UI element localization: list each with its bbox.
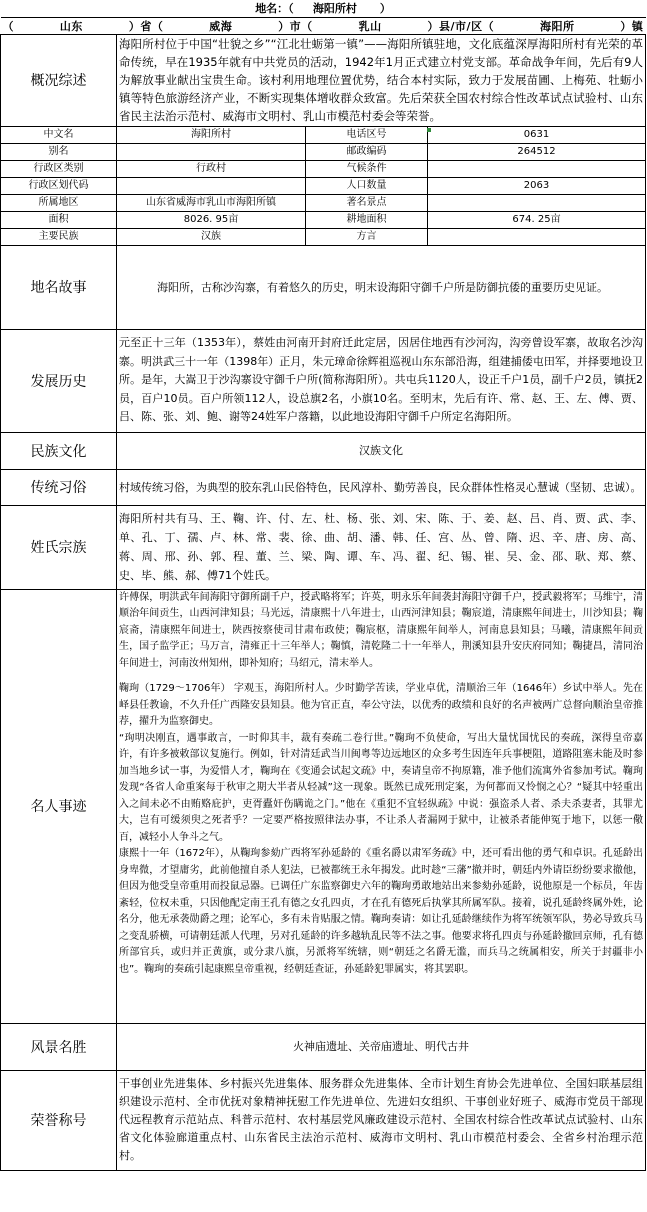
info-label: 人口数量: [306, 177, 428, 194]
place-story-label: 地名故事: [1, 245, 117, 329]
info-value: [117, 143, 306, 160]
cell-marker: [427, 128, 431, 132]
place-story-row: [1, 245, 646, 329]
title-row: [1, 0, 646, 17]
loc-town: 海阳所: [540, 19, 575, 33]
info-label: 中文名: [1, 126, 117, 143]
loc-province: 山东: [59, 19, 83, 33]
info-row: [1, 194, 646, 211]
info-value: 山东省威海市乳山市海阳所镇: [117, 194, 306, 211]
ethnic-culture-row: [1, 432, 646, 469]
location-row: [1, 17, 646, 34]
ethnic-culture-label: 民族文化: [1, 432, 117, 469]
info-label: 主要民族: [1, 228, 117, 245]
surnames-label: 姓氏宗族: [1, 505, 117, 589]
scenic-row: [1, 1023, 646, 1070]
info-label: 别名: [1, 143, 117, 160]
loc-town-sep: ）镇: [620, 19, 644, 33]
notables-text: [117, 589, 646, 1023]
info-value: 海阳所村: [117, 126, 306, 143]
ethnic-culture-text: 汉族文化: [117, 432, 646, 469]
info-value: 0631: [428, 126, 646, 143]
loc-open: （: [2, 19, 14, 33]
surnames-text: 海阳所村共有马、王、鞠、许、付、左、杜、杨、张、刘、宋、陈、于、姜、赵、吕、肖、贾、武、李、单、孔、丁、孺、卢、林、常、裴、徐、曲、胡、潘、韩、任、宫、丛、曾、隋、迟、辛、唐、房、高、蒋、周、邢、孙、郭、程、董、兰、梁、陶、谭、车、冯、翟、纪、锡、崔、吴、金、邵、耿、郑、蔡、史、毕、熊、郝、傅71个姓氏。: [117, 505, 646, 589]
place-name: 海阳所村: [312, 2, 357, 16]
notable-paragraph: 许傅保，明洪武年间海阳守御所副千户，授武略将军；许英，明永乐年间袭封海阳守御千户，授武毅将军；马维宁，清顺治年间贡生，山西河津知县；马光远，清康熙十八年进士，山西河津知县；鞠宸道，清康熙年间进士，川沙知县；鞠宸斋，清康熙年间进士，陕西按察使司甘肃布政使；鞠宸枢，清康熙年间举人，河南息县知县；马曦，清康熙年间贡生，国子监学正；马万言，清雍正十三年举人；鞠慎，清乾隆二十一年举人，荆溪知县升安庆府同知；鞠捷昌，清同治年间进士，河南汝州知州，即补知府；马绍元，清末举人。: [119, 591, 644, 669]
customs-text: 村域传统习俗，为典型的胶东乳山民俗特色，民风淳朴、勤劳善良，民众群体性格灵心慧诚（坚韧、忠诚）。: [117, 469, 646, 505]
scenic-label: 风景名胜: [1, 1023, 117, 1070]
notable-paragraph: 鞠珣（1729～1706年） 字观玉，海阳所村人。少时勤学苦读，学业卓优，清顺治三年（1646年）乡试中举人。先在峄县任教谕，不久升任广西隆安县知县。他为官正直，奉公守法，以优秀的政绩和良好的名声被两广总督向顺治皇帝推荐，擢升为监察御史。: [119, 683, 644, 727]
info-row: [1, 126, 646, 143]
customs-row: [1, 469, 646, 505]
info-value: [117, 177, 306, 194]
info-value: [428, 228, 646, 245]
info-label: 电话区号: [306, 126, 428, 143]
loc-province-sep: ）省（: [128, 19, 164, 33]
overview-row: [1, 34, 646, 126]
place-story-text: 海阳所，古称沙沟寨，有着悠久的历史，明末设海阳守御千户所是防御抗倭的重要历史见证。: [117, 245, 646, 329]
loc-county-sep: ）县/市/区（: [427, 19, 495, 33]
info-row: [1, 177, 646, 194]
info-label: 邮政编码: [306, 143, 428, 160]
honors-text: 干事创业先进集体、乡村振兴先进集体、服务群众先进集体、全市计划生育协会先进单位、全国妇联基层组织建设示范村、全市优抚对象精神抚慰工作先进单位、先进妇女组织、干事创业好班子、威海市党员干部现代远程教育示范站点、科普示范村、农村基层党风廉政建设示范村、全国农村综合性改革试点试验村、山东省文化体验廊道重点村、山东省民主法治示范村、威海市文明村、乳山市模范村委会、全省乡村治理示范村。: [117, 1070, 646, 1170]
info-label: 著名景点: [306, 194, 428, 211]
surnames-row: [1, 505, 646, 589]
honors-row: [1, 1070, 646, 1170]
location-line: [1, 17, 646, 34]
notables-label: 名人事迹: [1, 589, 117, 1023]
customs-label: 传统习俗: [1, 469, 117, 505]
loc-city: 威海: [209, 19, 233, 33]
info-label: 气候条件: [306, 160, 428, 177]
info-label: 耕地面积: [306, 211, 428, 228]
history-label: 发展历史: [1, 329, 117, 432]
scenic-text: 火神庙遗址、关帝庙遗址、明代古井: [117, 1023, 646, 1070]
info-label: 行政区类别: [1, 160, 117, 177]
info-row: [1, 160, 646, 177]
info-value: [428, 160, 646, 177]
history-text: 元至正十三年（1353年），蔡姓由河南开封府迁此定居，因居住地西有沙河沟，沟旁曾设军寨，故取名沙沟寨。明洪武三十一年（1398年）正月，朱元璋命徐辉祖巡视山东东部沿海，组建捕倭屯田军，并择要地设卫所。是年，大嵩卫于沙沟寨设守御千户所(简称海阳所）。共屯兵1120人，设正千户1员，副千户2员，镇抚2员，百户10员。百户所领112人，设总旗2名，小旗10名。至明末，先后有许、常、赵、王、左、傅、贾、吕、陈、张、刘、鲍、谢等24姓军户落籍，以此地设海阳守御千户所定名海阳所。: [117, 329, 646, 432]
info-value: 674. 25亩: [428, 211, 646, 228]
info-row: [1, 143, 646, 160]
title-prefix: 地名：（: [255, 2, 294, 16]
loc-city-sep: ）市（: [278, 19, 313, 33]
title-suffix: ）: [379, 2, 391, 16]
history-row: [1, 329, 646, 432]
overview-text: 海阳所村位于中国“壮貌之乡”“江北壮蛎第一镇”——海阳所镇驻地，文化底蕴深厚海阳所村有光荣的革命传统，早在1935年就有中共党员的活动，1942年1月正式建立村党支部。革命战争年间，先后有9人为解放事业献出宝贵生命。该村利用地理位置优势，结合本村实际，致力于发展苗圃、上梅苑、牡蛎小镇等特色旅游经济产业，不断实现集体增收群众致富。先后荣获全国农村综合性改革试点试验村、山东省民主法治示范村、威海市文明村、乳山市模范村委会等荣誉。: [117, 34, 646, 126]
info-row: [1, 211, 646, 228]
page-title: [1, 0, 646, 17]
info-label: 行政区划代码: [1, 177, 117, 194]
info-value: 汉族: [117, 228, 306, 245]
honors-label: 荣誉称号: [1, 1070, 117, 1170]
info-label: 方言: [306, 228, 428, 245]
info-value: [428, 194, 646, 211]
info-label: 所属地区: [1, 194, 117, 211]
overview-label: 概况综述: [1, 34, 117, 126]
notable-paragraph: 康熙十一年（1672年），从鞠珣参劾广西将军孙延龄的《重名爵以肃军务疏》中，还可看出他的勇气和卓识。孔延龄出身卑微，才望庸劣，此前他擅自杀人犯法，已被都统王永年揭发。此时趁“三藩”撤并时，朝廷内外请臣纷纷要求撤他，但因为他受皇帝重用而投鼠忌器。已调任广东监察御史六年的鞠珣勇敢地站出来参劾孙延龄，说他原是一个标员，年齿紊轻，位权未重，只因他配定南王孔有德之女孔四贞，才在孔有德死后执掌其所属军队。接着，说孔延龄终属外姓，论名分，他无承袭勋爵之理；论军心，多有未肯贴服之情。鞠珣奏请：如让孔延龄继续作为将军统领军队，势必导致兵马之变乱骄横，可请朝廷派人代理，另对孔延龄的许多越轨乱民等不法之事。他要求将孔四贞与孙延龄撤回京师，孔有德所部官兵，或归并正黄旗，或分隶八旗，另派将军统辖，则“朝廷之名爵无滥，而兵马之统属相安，所关于封疆非小也”。鞠珣的奏疏引起康熙皇帝重视，经朝廷查证，孙延龄犯罪属实，将其罢职。: [119, 848, 644, 975]
info-value: 8026. 95亩: [117, 211, 306, 228]
notable-paragraph: “珣明决刚直，遇事敢言，一时仰其丰，裁有奏疏二卷行世。”鞠珣不负使命，写出大量忧国忧民的奏疏，深得皇帝嘉许，有许多被敕部议复施行。例如，针对清廷武当川闽粤等边远地区的众多考生因连年兵事梗阻，道路阻塞未能及时参加当地乡试一事，为爱惜人才，鞠珣在《变通会试起文疏》中，奏请皇帝不拘原籍，准予他们流寓外省参加考试。鞠珣发现“各省人命重案每于秋审之期大半者从轻减”这一现象。既然已成死刑定案，为何都而又怜悯之心？“疑其中轻重出入之间未必不由贿赂庇护，吏胥蠹奸伤瞒诡之门。”他在《重犯不宜轻纵疏》中说：强盗杀人者、杀夫杀妻者，其罪尤大，岂有可缓须臾之死者乎？一定要严格按照律法办事，不让杀人者漏网于狱中，让被杀者能伸冤于地下，以惩一儆百，减轻小人争斗之气。: [119, 732, 644, 843]
loc-county: 乳山: [358, 19, 382, 33]
info-value: 264512: [428, 143, 646, 160]
info-value: 行政村: [117, 160, 306, 177]
info-row: [1, 228, 646, 245]
notables-row: [1, 589, 646, 1023]
info-value: 2063: [428, 177, 646, 194]
info-label: 面积: [1, 211, 117, 228]
